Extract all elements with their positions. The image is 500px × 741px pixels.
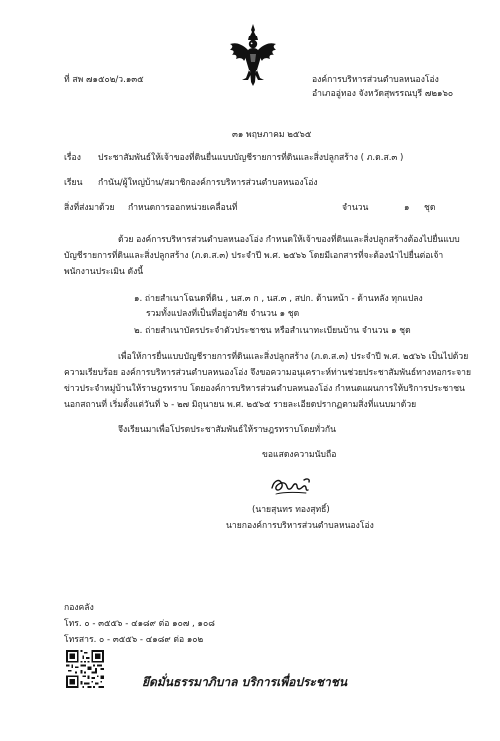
org-address: อำเภออู่ทอง จังหวัดสุพรรณบุรี ๗๒๑๖๐ (312, 89, 454, 99)
enclosure-unit: ชุด (424, 203, 436, 213)
org-name: องค์การบริหารส่วนตำบลหนองโอ่ง (312, 75, 439, 85)
para2-line: เพื่อให้การยื่นแบบบัญชีรายการที่ดินและสิ่งปลูกสร้าง (ภ.ด.ส.๓) ประจำปี พ.ศ. ๒๕๖๖ เป็นไปด้วย (118, 352, 469, 362)
footer-fax: โทรสาร. ๐ - ๓๕๕๖ - ๔๑๘๙ ต่อ ๑๐๒ (64, 635, 204, 645)
qr-code-icon (66, 650, 104, 688)
enclosure-qty-label: จำนวน (342, 203, 369, 213)
footer-tel: โทร. ๐ - ๓๕๕๖ - ๔๑๘๙ ต่อ ๑๐๗ , ๑๐๘ (64, 619, 215, 629)
garuda-emblem-icon (228, 24, 278, 86)
subject-text: ประชาสัมพันธ์ให้เจ้าของที่ดินยื่นแบบบัญชีรายการที่ดินและสิ่งปลูกสร้าง ( ภ.ด.ส.๓ ) (98, 153, 404, 163)
para2-line: นอกสถานที่ เริ่มตั้งแต่วันที่ ๖ - ๒๗ มิถุนายน พ.ศ. ๒๕๖๕ รายละเอียดปรากฏตามสิ่งที่แนบมาด้วย (64, 400, 417, 410)
signer-name: (นายสุนทร ทองสุทธิ์) (252, 505, 330, 515)
footer-motto: ยึดมั่นธรรมาภิบาล บริการเพื่อประชาชน (142, 675, 348, 689)
para1-line: ด้วย องค์การบริหารส่วนตำบลหนองโอ่ง กำหนดให้เจ้าของที่ดินและสิ่งปลูกสร้างต้องไปยื่นแบบ (118, 235, 460, 245)
para1-line: บัญชีรายการที่ดินและสิ่งปลูกสร้าง (ภ.ด.ส.๓) ประจำปี พ.ศ. ๒๕๖๖ โดยมีเอกสารที่จะต้องนำไปยื่นต่อเจ้า (64, 251, 444, 261)
closing-regards: ขอแสดงความนับถือ (262, 450, 337, 460)
para1-line: พนักงานประเมิน ดังนี้ (64, 267, 144, 277)
subject-label: เรื่อง (64, 153, 81, 163)
letter-date: ๓๑ พฤษภาคม ๒๕๖๕ (232, 130, 312, 140)
recipient-text: กำนัน/ผู้ใหญ่บ้าน/สมาชิกองค์การบริหารส่วนตำบลหนองโอ่ง (98, 178, 318, 188)
para3: จึงเรียนมาเพื่อโปรดประชาสัมพันธ์ให้ราษฎรทราบโดยทั่วกัน (118, 425, 336, 435)
recipient-label: เรียน (64, 178, 83, 188)
enclosure-text: กำหนดการออกหน่วยเคลื่อนที่ (128, 203, 238, 213)
enclosure-label: สิ่งที่ส่งมาด้วย (64, 203, 115, 213)
doc-number: ที่ สพ ๗๑๕๐๒/ว.๑๓๕ (64, 75, 144, 85)
para2-line: ข่าวประจำหมู่บ้านให้ราษฎรทราบ โดยองค์การบริหารส่วนตำบลหนองโอ่ง กำหนดแผนการให้บริการประชาชน (64, 384, 465, 394)
list-item-1: ๑. ถ่ายสำเนาโฉนดที่ดิน , นส.๓ ก , นส.๓ , สปก. ด้านหน้า - ด้านหลัง ทุกแปลง (134, 294, 423, 304)
footer-division: กองคลัง (64, 603, 94, 613)
list-item-2: ๒. ถ่ายสำเนาบัตรประจำตัวประชาชน หรือสำเนาทะเบียนบ้าน จำนวน ๑ ชุด (134, 326, 411, 336)
enclosure-qty: ๑ (404, 203, 410, 213)
signer-position: นายกองค์การบริหารส่วนตำบลหนองโอ่ง (226, 521, 374, 531)
list-item-1-cont: รวมทั้งแปลงที่เป็นที่อยู่อาศัย จำนวน ๑ ชุด (146, 309, 300, 319)
signature-icon (268, 474, 314, 498)
para2-line: ความเรียบร้อย องค์การบริหารส่วนตำบลหนองโอ่ง จึงขอความอนุเคราะห์ท่านช่วยประชาสัมพันธ์ทางหอกระจาย (64, 368, 471, 378)
